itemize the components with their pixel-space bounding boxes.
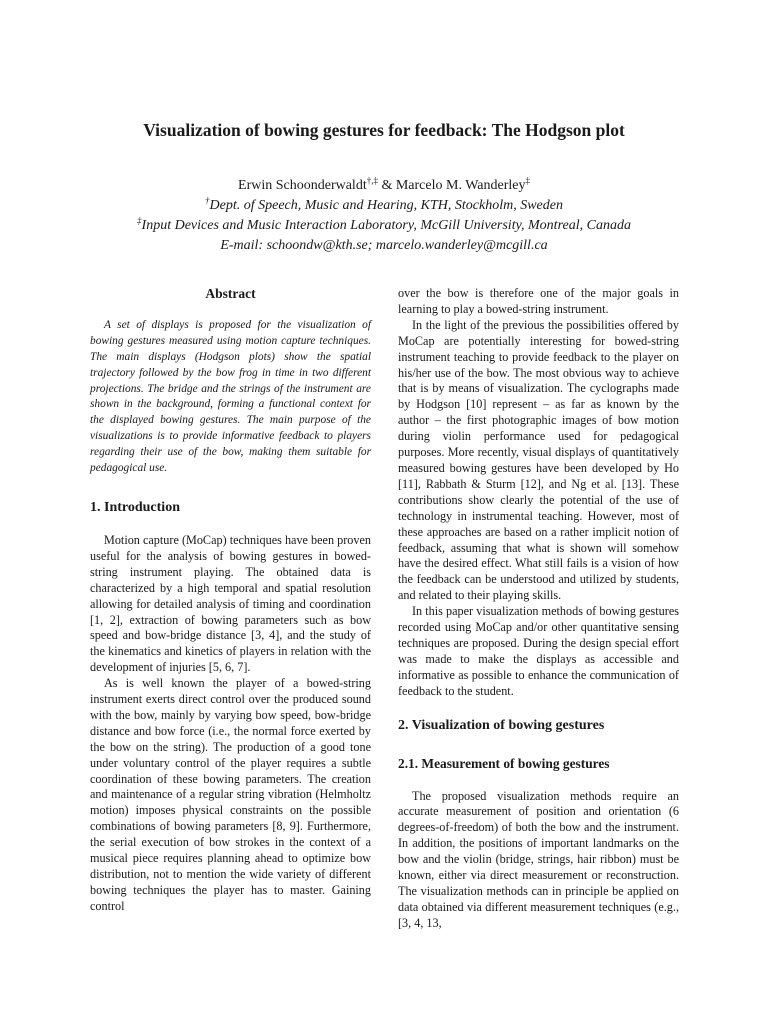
affiliation-1-text: Dept. of Speech, Music and Hearing, KTH, Stockholm, Sweden — [209, 198, 563, 213]
paper-title: Visualization of bowing gestures for feedback: The Hodgson plot — [143, 120, 625, 140]
affiliation-2-text: Input Devices and Music Interaction Laboratory, McGill University, Montreal, Canada — [141, 218, 631, 233]
affiliation-1 — [0, 196, 768, 216]
author-block — [0, 176, 768, 256]
affiliation-2 — [0, 216, 768, 236]
affiliation-2-mark: ‡ — [137, 215, 142, 226]
intro-paragraph-continued: over the bow is therefore one of the major goals in learning to play a bowed-string instrument. — [398, 286, 679, 316]
email-line: E-mail: schoondw@kth.se; marcelo.wanderley@mcgill.ca — [220, 238, 548, 253]
left-column — [90, 286, 371, 915]
author-1-affil-marks: †,‡ — [366, 175, 378, 186]
right-column — [398, 286, 679, 932]
intro-paragraph-1: Motion capture (MoCap) techniques have been proven useful for the analysis of bowing gestures in bowed-string instrument playing. The obtained data is characterized by a high temporal and spatial resolution allowing for detailed analysis of timing and coordination [1, 2], extraction of bowing parameters such as bow speed and bow-bridge distance [3, 4], and the study of the kinematics and kinetics of players in relation with the development of injuries [5, 6, 7]. — [90, 532, 371, 675]
intro-paragraph-2: As is well known the player of a bowed-string instrument exerts direct control over the produced sound with the bow, mainly by varying bow speed, bow-bridge distance and bow force (i.e., the normal force exerted by the bow on the string). The production of a good tone under voluntary control of the player requires a subtle coordination of these bowing parameters. The creation and maintenance of a regular string vibration (Helmholtz motion) imposes physical constraints on the possible combinations of bowing parameters [8, 9]. Furthermore, the serial execution of bow strokes in the context of a musical piece requires planning ahead to optimize bow distribution, not to mention the wide variety of different bowing techniques the player has to master. Gaining control — [90, 676, 371, 913]
author-line — [0, 176, 768, 196]
abstract-text: A set of displays is proposed for the visualization of bowing gestures measured using motion capture techniques. The main displays (Hodgson plots) show the spatial trajectory followed by the bow frog in time in two different projections. The bridge and the strings of the instrument are shown in the background, forming a functional context for the displayed bowing gestures. The main purpose of the visualizations is to provide informative feedback to players regarding their use of the bow, making them suitable for pedagogical use. — [90, 318, 371, 475]
section-2-heading: 2. Visualization of bowing gestures — [398, 717, 605, 733]
section-2-1-heading: 2.1. Measurement of bowing gestures — [398, 755, 610, 771]
author-name-1: Erwin Schoonderwaldt — [238, 178, 367, 193]
intro-paragraph-4: In this paper visualization methods of bowing gestures recorded using MoCap and/or other quantitative sensing techniques are proposed. During the design special effort was made to make the displays as accessible and informative as possible to enhance the communication of feedback to the student. — [398, 604, 679, 698]
abstract-heading: Abstract — [205, 286, 256, 301]
introduction-heading: 1. Introduction — [90, 499, 180, 515]
section-2-1-paragraph-1: The proposed visualization methods require an accurate measurement of position and orientation (6 degrees-of-freedom) of both the bow and the instrument. In addition, the positions of important landmarks on the bow and the violin (bridge, strings, hair ribbon) must be known, either via direct measurement or reconstruction. The visualization methods can in principle be applied on data obtained via different measurement techniques (e.g., [3, 4, 13, — [398, 788, 679, 930]
affiliation-1-mark: † — [205, 195, 210, 206]
author-name-2: & Marcelo M. Wanderley — [377, 178, 526, 193]
author-2-affil-marks: ‡ — [525, 175, 530, 186]
intro-paragraph-3: In the light of the previous the possibilities offered by MoCap are potentially interesting for bowed-string instrument teaching to provide feedback to the player on his/her use of the bow. The most obvious way to achieve that is by means of visualization. The cyclographs made by Hodgson [10] represent – as far as known by the author – the first photographic images of bow motion during violin performance used for pedagogical purposes. More recently, visual displays of quantitatively measured bowing gestures have been developed by Ho [11], Rabbath & Sturm [12], and Ng et al. [13]. These contributions show clearly the potential of the use of technology in instrumental teaching. However, most of these approaches are based on a rather implicit notion of feedback, assuming that what is shown will somehow have the desired effect. What still fails is a vision of how the feedback can be understood and utilized by students, and related to their playing skills. — [398, 317, 679, 603]
